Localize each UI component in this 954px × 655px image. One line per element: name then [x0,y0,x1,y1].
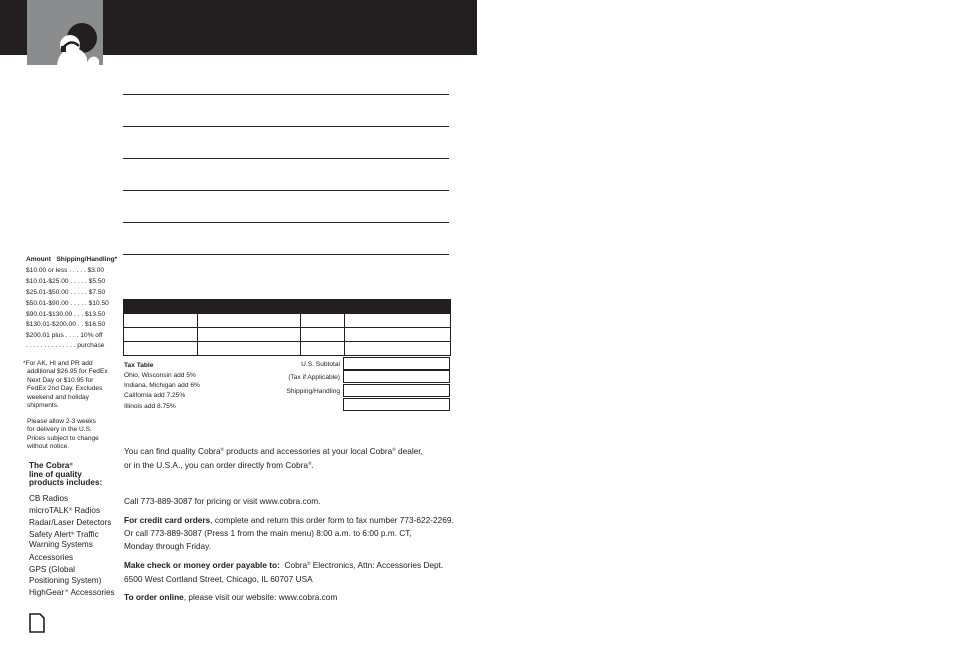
title-line: line of quality [29,469,82,479]
reg-mark: ® [308,461,312,466]
tax-line: Ohio, Wisconsin add 5% [124,371,196,379]
shipping-field[interactable] [343,384,450,397]
product-cb-radios: CB Radios [29,493,69,503]
text: Or call 773-889-3087 (Press 1 from the main menu) 8:00 a.m. to 6:00 p.m. CT, [124,528,412,538]
product-line-title [29,462,119,488]
text: Electronics, Attn: Accessories Dept. [310,560,444,570]
form-line[interactable] [123,126,449,127]
form-line[interactable] [123,94,449,95]
page-icon [29,613,45,633]
product-name: HighGear [29,588,65,598]
shipping-row: $25.01-$50.00 . . . . . $7.50 [26,288,106,296]
total-field[interactable] [343,398,450,411]
shipping-row: . . . . . . . . . . . . . . purchase [26,342,105,350]
form-line[interactable] [123,254,449,255]
section-tab [27,0,103,65]
tax-field[interactable] [343,370,450,383]
order-table-header [123,299,451,314]
product-safety-alert [29,530,119,551]
amount-header: Amount [26,256,51,263]
title-line: The Cobra [29,461,70,470]
shipping-handling-header: Shipping/Handling* [56,256,118,263]
dealer-paragraph [124,444,423,472]
text: . [311,460,314,470]
shipping-row: $50.01-$90.00 . . . . . $10.50 [26,299,109,307]
reg-mark: ® [69,462,73,467]
order-items-table [123,299,451,356]
product-line-box [29,462,119,599]
tax-line: California add 7.25% [124,392,186,400]
reg-mark: ® [307,561,311,566]
shipping-row: $90.01-$130.00 . . . $13.50 [26,310,106,318]
text: Monday through Friday. [124,541,212,551]
shipping-table [26,255,116,350]
title-line: products includes: [29,478,103,488]
form-line[interactable] [123,190,449,191]
reg-mark: ® [70,530,75,536]
text: or in the U.S.A., you can order directly from Cobra [124,460,308,470]
note-line: *For AK, HI and PR add [23,360,93,367]
form-line[interactable] [123,158,449,159]
order-row[interactable] [123,314,451,328]
note-line: Please allow 2-3 weeks [27,418,96,425]
note-line: FedEx 2nd Day. Excludes [27,385,103,393]
tm-mark: ™ [64,589,69,595]
tax-line: Indiana, Michigan add 6% [124,381,200,389]
note-line: additional $26.95 for FedEx [27,368,108,376]
reg-mark: ® [392,447,396,452]
subtotal-field[interactable] [343,357,450,370]
product-name-rest: Traffic [74,529,99,539]
note-line: weekend and holiday [27,393,89,401]
bold-text: Make check or money order payable to: [124,560,280,570]
product-name: microTALK [29,505,69,515]
tax-table-title: Tax Table [124,362,154,369]
text: dealer, [395,446,423,456]
text: products and accessories at your local Cobra [223,446,393,456]
bold-text: To order online [124,592,184,602]
shipping-row: $200.01 plus . . . . 10% off [26,332,103,340]
note-line: shipments. [27,402,59,410]
shipping-row: $130.01-$200.00 . . $16.50 [26,321,106,329]
note-line: for delivery in the U.S. [27,426,92,434]
pricing-paragraph: Call 773-889-3087 for pricing or visit www.cobra.com. [124,496,321,506]
form-line[interactable] [123,222,449,223]
text: , please visit our website: www.cobra.com [183,592,338,602]
shipping-row: $10.00 or less . . . . . $3.00 [26,266,105,274]
product-name-line2: Warning Systems [29,540,93,550]
note-line: Prices subject to change [27,434,99,442]
reg-mark: ® [220,447,224,452]
order-row[interactable] [123,328,451,342]
address-text: 6500 West Cortland Street, Chicago, IL 60707 USA [124,574,313,584]
subtotal-label: U.S. Subtotal [301,361,340,368]
check-paragraph [124,558,443,586]
online-paragraph [124,590,337,604]
customer-service-icon [27,0,103,65]
product-microtalk [29,505,119,517]
note-line: without notice. [27,443,70,451]
tax-label: (Tax if Applicable) [288,374,340,381]
tax-line: Illinois add 8.75% [124,402,176,410]
product-name: GPS (Global [29,564,75,574]
product-highgear [29,587,119,599]
order-row[interactable] [123,342,451,356]
text: Cobra [279,560,308,570]
text: You can find quality Cobra [124,446,221,456]
credit-card-paragraph [124,514,454,553]
fedex-note [23,360,108,410]
bold-text: For credit card orders [124,515,211,525]
product-radar-detectors: Radar/Laser Detectors [29,517,112,527]
shipping-header [26,255,116,266]
product-name-line2: Positioning System) [29,575,102,585]
tax-table [124,361,200,412]
product-name-rest: Accessories [68,588,115,598]
product-accessories: Accessories [29,552,74,562]
reg-mark: ® [68,506,73,512]
product-gps [29,565,119,586]
delivery-note [27,418,99,452]
product-name: Safety Alert [29,529,71,539]
note-line: Next Day or $10.95 for [27,376,94,384]
shipping-row: $10.01-$25.00 . . . . . $5.50 [26,277,106,285]
text: , complete and return this order form to fax number 773-622-2269. [210,515,454,525]
product-name-rest: Radios [72,505,101,515]
shipping-label: Shipping/Handling [286,388,340,395]
